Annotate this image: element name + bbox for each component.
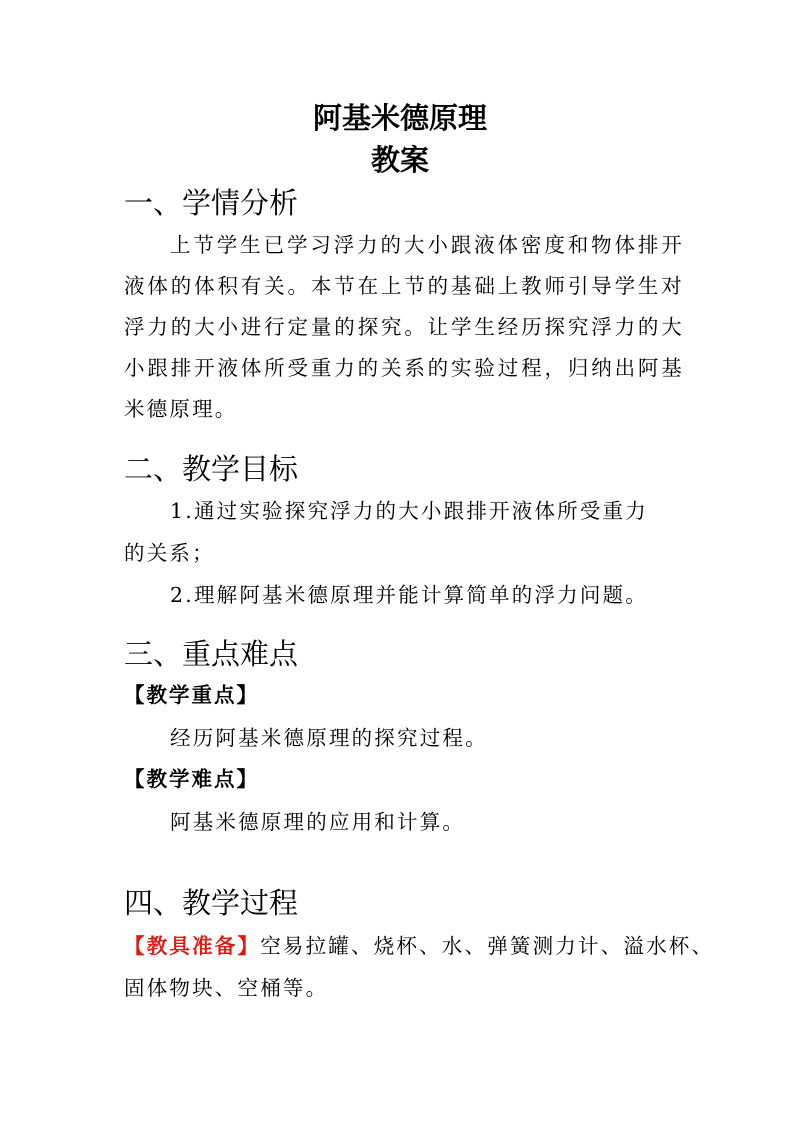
difficult-point-label: 【教学难点】 xyxy=(124,767,259,791)
section-heading-teaching-process: 四、教学过程 xyxy=(124,886,299,920)
goal-item-1-line-1: 1.通过实验探究浮力的大小跟排开液体所受重力 xyxy=(170,499,648,523)
section-heading-learning-analysis: 一、学情分析 xyxy=(124,186,299,220)
goal-item-1-line-2: 的关系； xyxy=(124,541,215,565)
key-point-label: 【教学重点】 xyxy=(124,683,259,707)
tools-line-1 xyxy=(124,930,714,962)
tools-text: 空易拉罐、烧杯、水、弹簧测力计、溢水杯、 xyxy=(260,934,715,958)
section-heading-teaching-goals: 二、教学目标 xyxy=(124,452,299,486)
goal-item-2: 2.理解阿基米德原理并能计算简单的浮力问题。 xyxy=(170,583,648,607)
tools-line-2: 固体物块、空桶等。 xyxy=(124,976,329,1000)
document-subtitle: 教案 xyxy=(370,143,429,177)
tools-label: 【教具准备】 xyxy=(124,934,261,958)
section-heading-key-difficult: 三、重点难点 xyxy=(124,637,299,671)
document-title: 阿基米德原理 xyxy=(312,101,487,135)
learning-analysis-paragraph: 上节学生已学习浮力的大小跟液体密度和物体排开液体的体积有关。本节在上节的基础上教师引导学生对浮力的大小进行定量的探究。让学生经历探究浮力的大小跟排开液体所受重力的关系的实验过程，归纳出阿基米德原理。 xyxy=(124,233,684,421)
key-point-text: 经历阿基米德原理的探究过程。 xyxy=(170,726,488,750)
difficult-point-text: 阿基米德原理的应用和计算。 xyxy=(170,810,466,834)
